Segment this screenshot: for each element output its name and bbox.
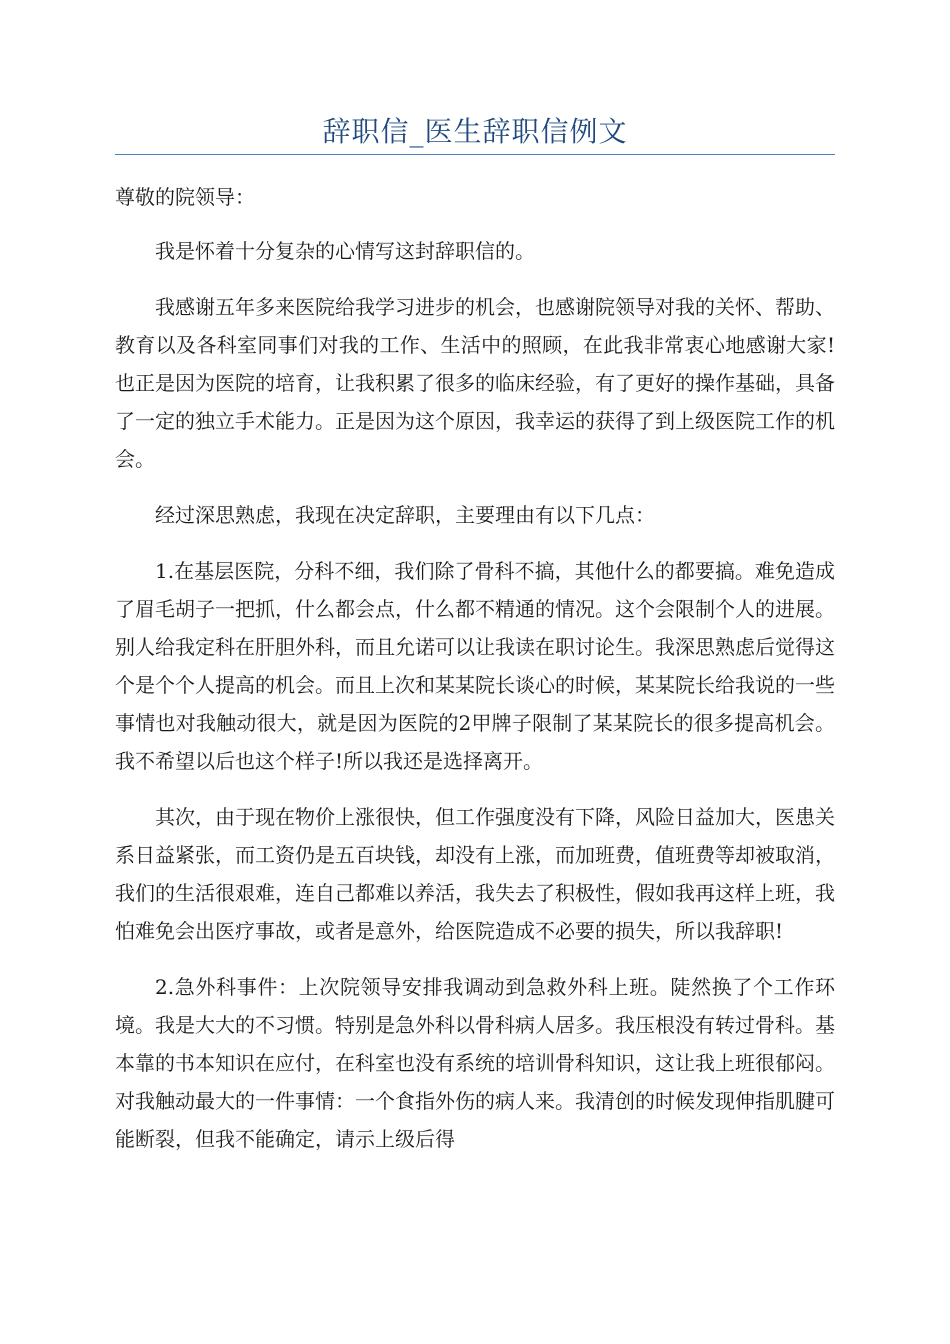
paragraph-gratitude: 我感谢五年多来医院给我学习进步的机会，也感谢院领导对我的关怀、帮助、教育以及各科室同事们对我的工作、生活中的照顾，在此我非常衷心地感谢大家!也正是因为医院的培育，让我积累了很多的临床经验，有了更好的操作基础，具备了一定的独立手术能力。正是因为这个原因，我幸运的获得了到上级医院工作的机会。: [115, 295, 835, 471]
paragraph-reason-1: 1.在基层医院，分科不细，我们除了骨科不搞，其他什么的都要搞。难免造成了眉毛胡子一把抓，什么都会点，什么都不精通的情况。这个会限制个人的进展。别人给我定科在肝胆外科，而且允诺可以让我读在职讨论生。我深思熟虑后觉得这个是个个人提高的机会。而且上次和某某院长谈心的时候，某某院长给我说的一些事情也对我触动很大，就是因为医院的2甲牌子限制了某某院长的很多提高机会。我不希望以后也这个样子!所以我还是选择离开。: [115, 559, 835, 773]
title-underline: [115, 154, 835, 155]
paragraph-opening: 我是怀着十分复杂的心情写这封辞职信的。: [155, 239, 535, 263]
document-body: [115, 178, 835, 1176]
salutation: 尊敬的院领导：: [115, 185, 255, 209]
paragraph-reason-2: 2.急外科事件：上次院领导安排我调动到急救外科上班。陡然换了个工作环境。我是大大的不习惯。特别是急外科以骨科病人居多。我压根没有转过骨科。基本靠的书本知识在应付，在科室也没有系统的培训骨科知识，这让我上班很郁闷。对我触动最大的一件事情：一个食指外伤的病人来。我清创的时候发现伸指肌腱可能断裂，但我不能确定，请示上级后得: [115, 975, 835, 1151]
paragraph-decision: 经过深思熟虑，我现在决定辞职，主要理由有以下几点：: [155, 503, 655, 527]
document-title: 辞职信_医生辞职信例文: [322, 115, 628, 148]
paragraph-reason-salary: 其次，由于现在物价上涨很快，但工作强度没有下降，风险日益加大，医患关系日益紧张，而工资仍是五百块钱，却没有上涨，而加班费，值班费等却被取消，我们的生活很艰难，连自己都难以养活，我失去了积极性，假如我再这样上班，我怕难免会出医疗事故，或者是意外，给医院造成不必要的损失，所以我辞职!: [115, 805, 835, 943]
